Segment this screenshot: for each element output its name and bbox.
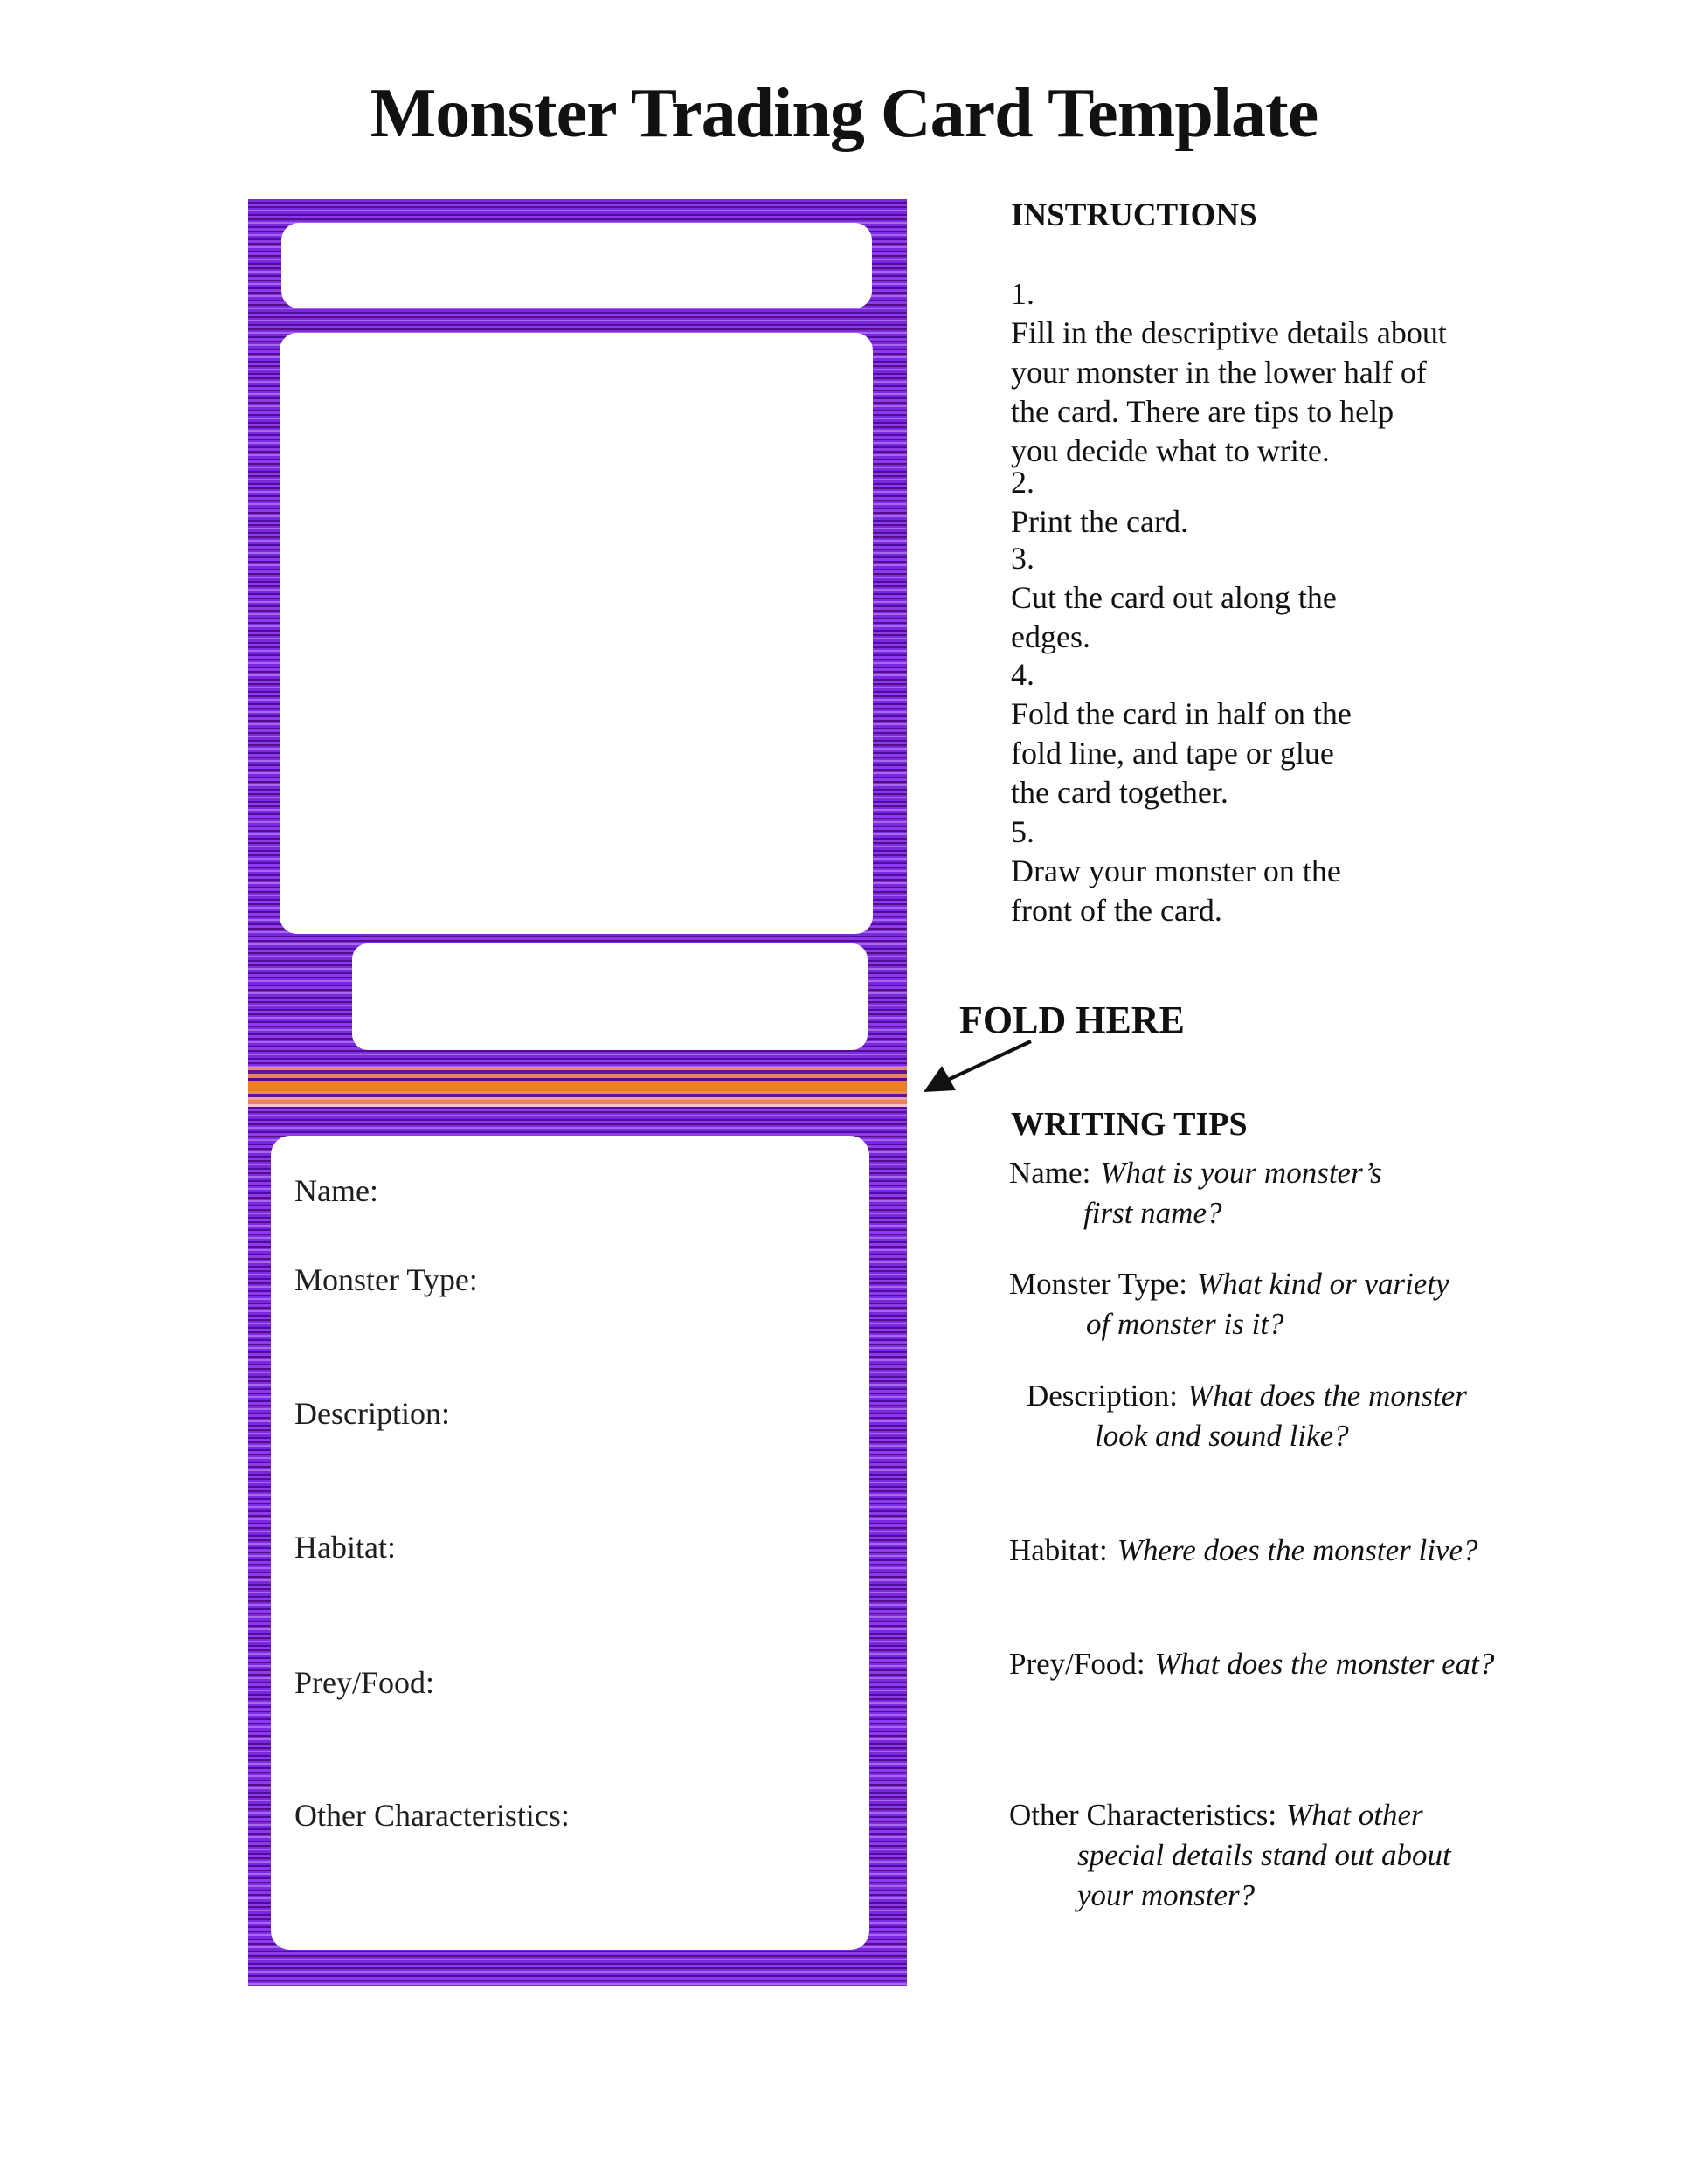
field-label-prey-food: Prey/Food:: [294, 1665, 435, 1700]
tip-label: Prey/Food:: [1009, 1647, 1145, 1681]
tip-question: first name?: [1083, 1196, 1222, 1230]
tip-question: your monster?: [1077, 1878, 1256, 1912]
instruction-item-3: [1011, 539, 1337, 657]
instruction-number: 3.: [1011, 541, 1034, 576]
field-label-description: Description:: [294, 1396, 450, 1431]
tip-question: What does the monster eat?: [1154, 1647, 1495, 1681]
fold-arrow-icon: [909, 1034, 1048, 1113]
card-drawing-box: [280, 333, 873, 934]
tip-question: Where does the monster live?: [1117, 1533, 1478, 1567]
tip-question: look and sound like?: [1095, 1419, 1349, 1453]
tip-label: Name:: [1009, 1156, 1091, 1190]
tip-question: What kind or variety: [1196, 1267, 1449, 1301]
instruction-line: fold line, and tape or glue: [1011, 736, 1334, 771]
instruction-item-4: [1011, 655, 1352, 812]
instructions-heading: INSTRUCTIONS: [1011, 197, 1257, 233]
writing-tip-name: [1009, 1153, 1382, 1234]
instruction-line: Fold the card in half on the: [1011, 696, 1352, 731]
tip-label: Habitat:: [1009, 1533, 1108, 1567]
instruction-line: you decide what to write.: [1011, 433, 1330, 468]
instruction-line: Cut the card out along the: [1011, 580, 1337, 615]
writing-tip-habitat: [1009, 1531, 1478, 1571]
card-title-box: [281, 223, 872, 308]
instruction-line: edges.: [1011, 619, 1090, 654]
instruction-number: 2.: [1011, 465, 1034, 500]
writing-tip-other-characteristics: [1009, 1795, 1451, 1916]
writing-tips-heading: WRITING TIPS: [1011, 1106, 1248, 1143]
instruction-line: the card together.: [1011, 775, 1228, 810]
trading-card-template: [248, 199, 907, 1986]
tip-question: What other: [1286, 1798, 1423, 1832]
writing-tip-prey-food: [1009, 1644, 1494, 1684]
fold-here-label: FOLD HERE: [959, 999, 1185, 1041]
page-title: Monster Trading Card Template: [370, 75, 1318, 152]
tip-label: Monster Type:: [1009, 1267, 1187, 1301]
writing-tip-monster-type: [1009, 1264, 1449, 1344]
tip-question: What is your monster’s: [1100, 1156, 1382, 1190]
tip-question: special details stand out about: [1077, 1838, 1451, 1872]
instruction-line: your monster in the lower half of: [1011, 355, 1427, 390]
field-label-monster-type: Monster Type:: [294, 1262, 478, 1297]
field-label-other-characteristics: Other Characteristics:: [294, 1798, 570, 1833]
instruction-number: 1.: [1011, 276, 1034, 311]
card-caption-box: [352, 943, 868, 1050]
fold-line: [248, 1067, 907, 1107]
instruction-item-1: [1011, 274, 1447, 471]
instruction-line: front of the card.: [1011, 893, 1222, 928]
instruction-line: Fill in the descriptive details about: [1011, 315, 1447, 350]
tip-question: of monster is it?: [1086, 1307, 1284, 1341]
instruction-item-2: [1011, 463, 1188, 542]
tip-label: Description:: [1027, 1379, 1179, 1413]
instruction-item-5: [1011, 812, 1341, 930]
field-label-habitat: Habitat:: [294, 1530, 396, 1565]
instruction-line: the card. There are tips to help: [1011, 394, 1394, 429]
tip-label: Other Characteristics:: [1009, 1798, 1277, 1832]
writing-tip-description: [1027, 1376, 1467, 1456]
instruction-line: Draw your monster on the: [1011, 854, 1341, 888]
tip-question: What does the monster: [1187, 1379, 1467, 1413]
field-label-name: Name:: [294, 1173, 378, 1208]
instruction-number: 4.: [1011, 657, 1034, 692]
instruction-line: Print the card.: [1011, 504, 1188, 539]
instruction-number: 5.: [1011, 814, 1034, 849]
